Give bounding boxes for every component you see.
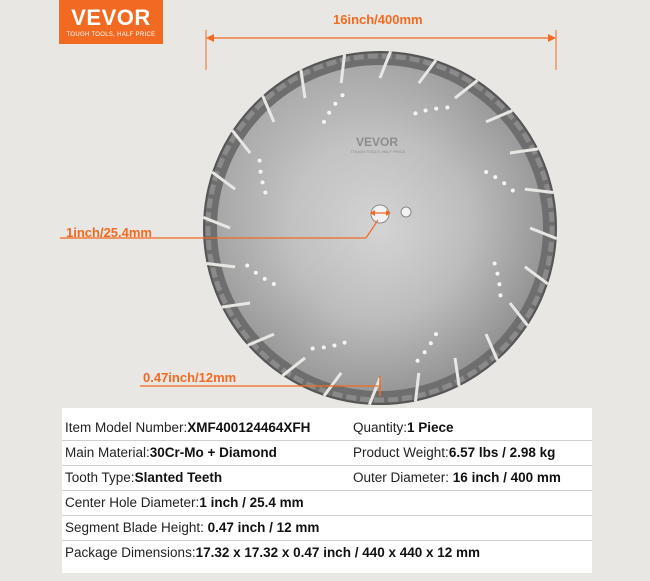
cooling-hole: [259, 170, 263, 174]
cooling-hole: [493, 175, 497, 179]
tooth-type-value: Slanted Teeth: [134, 470, 223, 485]
product-weight-label: Product Weight:: [353, 445, 449, 460]
tooth-type-label: Tooth Type:: [65, 470, 135, 485]
segment-blade-height-label: Segment Blade Height:: [65, 520, 204, 535]
cooling-hole: [498, 293, 502, 297]
cooling-hole: [254, 271, 258, 275]
cooling-hole: [416, 359, 420, 363]
segment-blade-height-value: 0.47 inch / 12 mm: [207, 520, 320, 535]
cooling-hole: [245, 264, 249, 268]
center-hole-label: 1inch/25.4mm: [66, 225, 152, 240]
cooling-hole: [261, 180, 265, 184]
specs-row-3: [62, 466, 592, 491]
outer-diameter-value: 16 inch / 400 mm: [452, 470, 561, 485]
cooling-hole: [327, 111, 331, 115]
cooling-hole: [423, 350, 427, 354]
item-model-label: Item Model Number:: [65, 420, 188, 435]
diameter-arrowhead-left: [206, 34, 214, 42]
main-material-label: Main Material:: [65, 445, 150, 460]
brand-tagline: TOUGH TOOLS, HALF PRICE: [66, 32, 156, 38]
cooling-hole: [497, 282, 501, 286]
outer-diameter-label: Outer Diameter:: [353, 470, 450, 485]
cooling-hole: [332, 343, 336, 347]
center-hole-diameter-value: 1 inch / 25.4 mm: [199, 495, 304, 510]
cooling-hole: [322, 345, 326, 349]
pin-hole: [401, 207, 411, 217]
blade-brand: VEVOR: [355, 135, 399, 149]
cooling-hole: [258, 159, 262, 163]
item-model-value: XMF400124464XFH: [187, 420, 311, 435]
cooling-hole: [333, 102, 337, 106]
brand-name: VEVOR: [71, 5, 151, 30]
segment-height-label: 0.47inch/12mm: [143, 370, 237, 385]
package-dimensions-label: Package Dimensions:: [65, 545, 196, 560]
diameter-label: 16inch/400mm: [333, 12, 423, 27]
cooling-hole: [493, 261, 497, 265]
cooling-hole: [429, 341, 433, 345]
cooling-hole: [502, 181, 506, 185]
specs-row-2: [62, 441, 592, 466]
cooling-hole: [434, 332, 438, 336]
product-weight-value: 6.57 lbs / 2.98 kg: [448, 445, 556, 460]
specs-row-6: [62, 541, 592, 565]
cooling-hole: [272, 282, 276, 286]
specs-row-4: [62, 491, 592, 516]
cooling-hole: [424, 109, 428, 113]
specs-row-5: [62, 516, 592, 541]
diameter-arrowhead-right: [548, 34, 556, 42]
specs-table: [62, 408, 592, 573]
cooling-hole: [495, 272, 499, 276]
cooling-hole: [322, 120, 326, 124]
quantity-label: Quantity:: [353, 420, 408, 435]
cooling-hole: [263, 277, 267, 281]
main-material-value: 30Cr-Mo + Diamond: [149, 445, 277, 460]
package-dimensions-value: 17.32 x 17.32 x 0.47 inch / 440 x 440 x 12 mm: [195, 545, 481, 560]
cooling-hole: [445, 106, 449, 110]
cooling-hole: [340, 93, 344, 97]
cooling-hole: [484, 170, 488, 174]
center-hole-diameter-label: Center Hole Diameter:: [65, 495, 200, 510]
cooling-hole: [343, 341, 347, 345]
cooling-hole: [434, 107, 438, 111]
specs-row-1: [62, 416, 592, 441]
cooling-hole: [263, 191, 267, 195]
cooling-hole: [413, 111, 417, 115]
cooling-hole: [311, 346, 315, 350]
quantity-value: 1 Piece: [407, 420, 454, 435]
blade-sheen: [217, 65, 543, 391]
blade-tagline: TOUGH TOOLS, HALF PRICE: [350, 149, 406, 154]
cooling-hole: [511, 188, 515, 192]
